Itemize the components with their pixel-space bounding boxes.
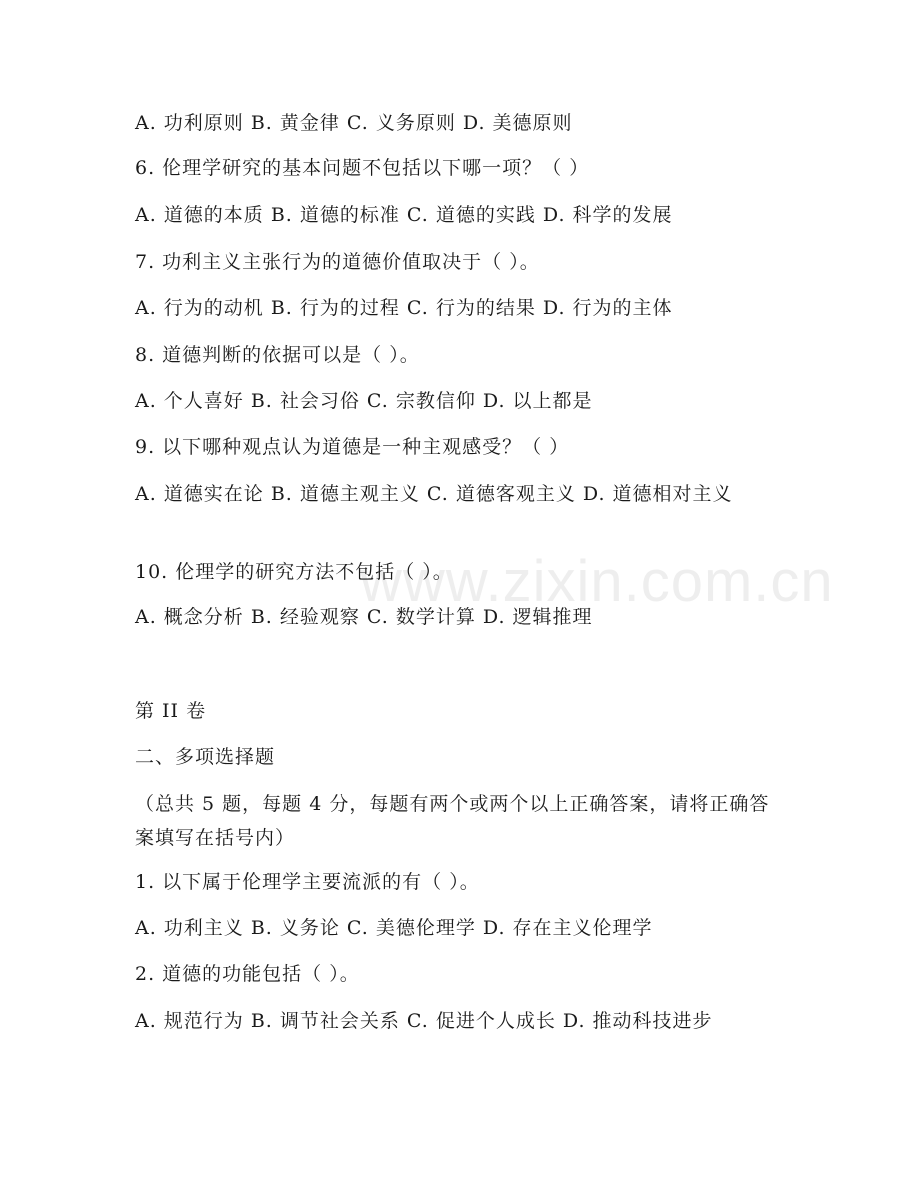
section-title-multiple-choice: 二、多项选择题	[135, 746, 276, 768]
section-title-volume-ii: 第 II 卷	[135, 700, 207, 722]
q9-options: A. 道德实在论 B. 道德主观主义 C. 道德客观主义 D. 道德相对主义	[135, 483, 733, 505]
watermark: www.zixin.com.cn	[360, 549, 834, 614]
q6-question: 6. 伦理学研究的基本问题不包括以下哪一项？（ ）	[135, 157, 590, 179]
q8-question: 8. 道德判断的依据可以是（ ）。	[135, 344, 420, 366]
q5-options: A. 功利原则 B. 黄金律 C. 义务原则 D. 美德原则	[135, 112, 573, 134]
mc2-options: A. 规范行为 B. 调节社会关系 C. 促进个人成长 D. 推动科技进步	[135, 1010, 713, 1032]
mc1-options: A. 功利主义 B. 义务论 C. 美德伦理学 D. 存在主义伦理学	[135, 917, 653, 939]
section-instructions: （总共 5 题，每题 4 分，每题有两个或两个以上正确答案，请将正确答案填写在括号内）	[135, 793, 770, 849]
q10-question: 10. 伦理学的研究方法不包括（ ）。	[135, 561, 453, 583]
q7-options: A. 行为的动机 B. 行为的过程 C. 行为的结果 D. 行为的主体	[135, 297, 673, 319]
q8-options: A. 个人喜好 B. 社会习俗 C. 宗教信仰 D. 以上都是	[135, 390, 593, 412]
q10-options: A. 概念分析 B. 经验观察 C. 数学计算 D. 逻辑推理	[135, 606, 593, 628]
mc1-question: 1. 以下属于伦理学主要流派的有（ ）。	[135, 871, 480, 893]
q7-question: 7. 功利主义主张行为的道德价值取决于（ ）。	[135, 251, 540, 273]
mc2-question: 2. 道德的功能包括（ ）。	[135, 963, 360, 985]
q9-question: 9. 以下哪种观点认为道德是一种主观感受？（ ）	[135, 436, 570, 458]
q6-options: A. 道德的本质 B. 道德的标准 C. 道德的实践 D. 科学的发展	[135, 204, 673, 226]
